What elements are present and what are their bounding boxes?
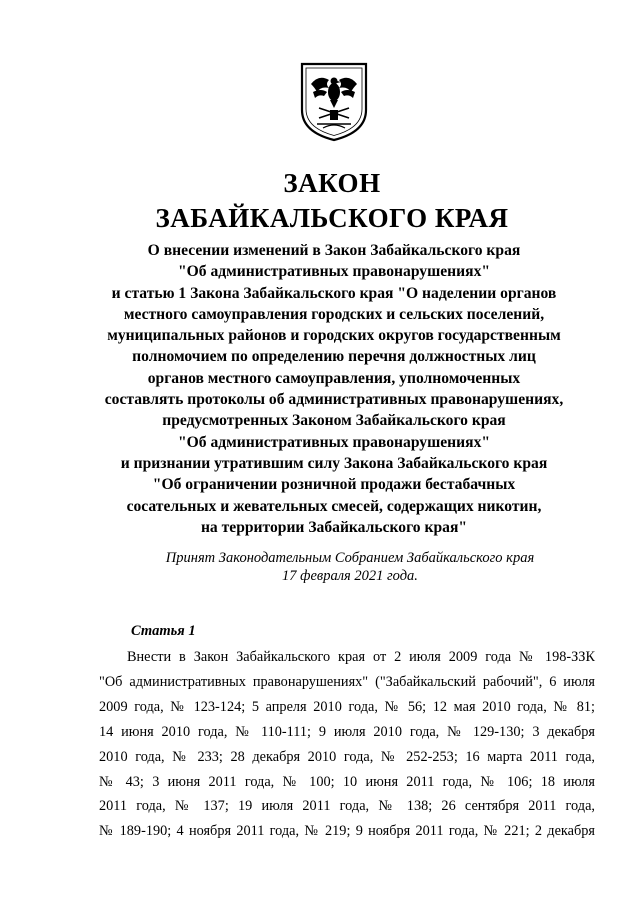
subject-line: и статью 1 Закона Забайкальского края "О наделении органов — [111, 284, 557, 302]
body-line: 14 июня 2010 года, № 110-111; 9 июля 2010 года, № 129-130; 3 декабря — [99, 723, 595, 740]
body-line: Внести в Закон Забайкальского края от 2 июля 2009 года № 198-ЗЗК — [127, 649, 595, 665]
body-line: 2010 года, № 233; 28 декабря 2010 года, № 252-253; 16 марта 2011 года, — [99, 748, 595, 765]
subject-line: органов местного самоуправления, уполномоченных — [147, 369, 521, 387]
document-title-region: ЗАБАЙКАЛЬСКОГО КРАЯ — [155, 203, 509, 233]
subject-line: составлять протоколы об административных правонарушениях, — [104, 391, 564, 409]
subject-line: "Об ограничении розничной продажи бестабачных — [152, 476, 516, 494]
subject-line: муниципальных районов и городских округов государственным — [107, 327, 561, 345]
subject-line: на территории Забайкальского края" — [200, 518, 468, 536]
law-subject — [78, 240, 590, 538]
subject-line: и признании утратившим силу Закона Забайкальского края — [120, 454, 548, 472]
adoption-date: 17 февраля 2021 года. — [282, 568, 418, 584]
subject-line: предусмотренных Законом Забайкальского края — [162, 412, 506, 430]
document-title: ЗАКОН — [283, 168, 381, 198]
adoption-note — [110, 549, 590, 585]
subject-line: сосательных и жевательных смесей, содержащих никотин, — [126, 497, 542, 515]
body-line: № 43; 3 июня 2011 года, № 100; 10 июня 2011 года, № 106; 18 июля — [99, 773, 595, 790]
article-body — [99, 645, 595, 844]
body-line: № 189-190; 4 ноября 2011 года, № 219; 9 ноября 2011 года, № 221; 2 декабря — [99, 823, 595, 840]
body-line: "Об административных правонарушениях" ("Забайкальский рабочий", 6 июля — [99, 673, 595, 690]
body-line: 2011 года, № 137; 19 июля 2011 года, № 138; 26 сентября 2011 года, — [99, 798, 595, 815]
subject-line: О внесении изменений в Закон Забайкальского края — [147, 242, 521, 259]
body-line: 2009 года, № 123-124; 5 апреля 2010 года, № 56; 12 мая 2010 года, № 81; — [99, 698, 595, 715]
subject-line: "Об административных правонарушениях" — [177, 263, 491, 281]
subject-line: местного самоуправления городских и сельских поселений, — [123, 305, 545, 323]
subject-line: полномочием по определению перечня должностных лиц — [132, 348, 536, 366]
subject-line: "Об административных правонарушениях" — [177, 433, 491, 451]
coat-of-arms-icon — [299, 62, 369, 142]
adoption-body: Принят Законодательным Собранием Забайкальского края — [165, 550, 535, 566]
article-heading: Статья 1 — [131, 623, 196, 639]
